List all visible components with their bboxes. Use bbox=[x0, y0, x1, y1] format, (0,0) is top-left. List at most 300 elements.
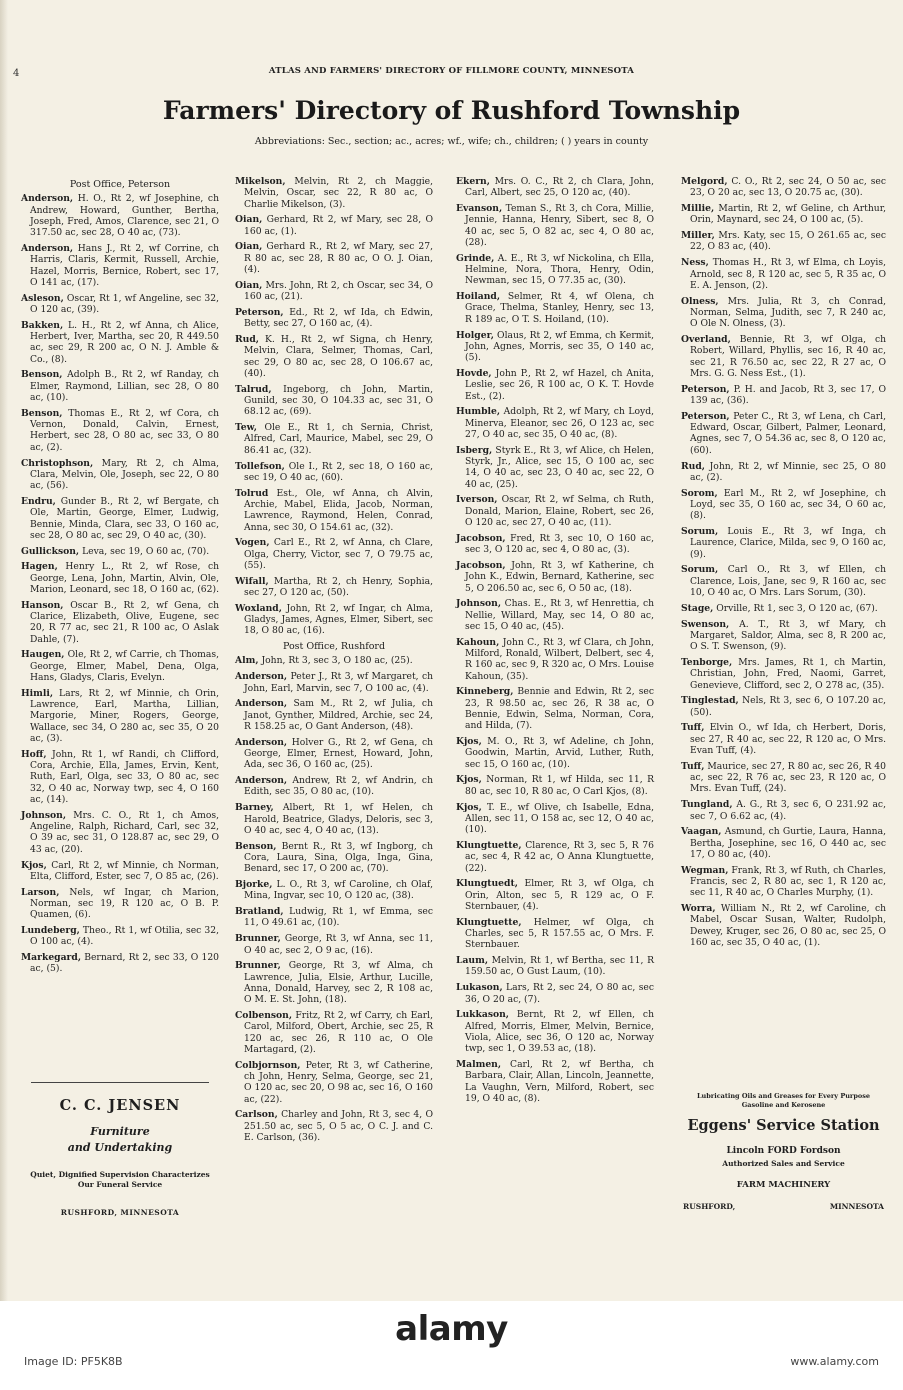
farmer-name: Asleson, bbox=[21, 292, 64, 304]
directory-entry bbox=[681, 230, 886, 253]
jensen-advertisement bbox=[21, 1082, 219, 1217]
farmer-details: Norman, Rt 1, wf Hilda, sec 11, R 80 ac, sec 10, R 80 ac, O Carl Kjos, (8). bbox=[465, 774, 654, 797]
directory-entry bbox=[681, 334, 886, 379]
farmer-name: Oian, bbox=[235, 279, 263, 291]
farmer-name: Oian, bbox=[235, 214, 263, 226]
directory-entry bbox=[235, 1060, 433, 1105]
directory-entry bbox=[456, 445, 654, 490]
ad-tagline bbox=[681, 1092, 886, 1109]
farmer-details: Thomas E., Rt 2, wf Cora, ch Vernon, Donald, Calvin, Ernest, Herbert, sec 28, O 80 ac, sec 33, O 80 ac, (2). bbox=[30, 407, 219, 453]
farmer-details: Selmer, Rt 4, wf Olena, ch Grace, Thelma, Stanley, Henry, sec 13, R 189 ac, O T. S. Hoiland, (10). bbox=[465, 291, 655, 325]
directory-entry bbox=[456, 253, 654, 287]
farmer-details: George, Rt 3, wf Alma, ch Lawrence, Julia, Elsie, Arthur, Lucille, Anna, Donald, Harvey, sec 2, R 108 ac, O M. E. St. John, (18). bbox=[244, 960, 434, 1006]
directory-entry bbox=[235, 176, 433, 210]
farmer-name: Peterson, bbox=[681, 410, 730, 422]
farmer-details: Louis E., Rt 3, wf Inga, ch Laurence, Clarice, Milda, sec 9, O 160 ac, (9). bbox=[690, 526, 886, 560]
farmer-details: Carl O., Rt 3, wf Ellen, ch Clarence, Lois, Jane, sec 9, R 160 ac, sec 10, O 40 ac, O Mrs. Lars Sorum, (30). bbox=[690, 564, 886, 598]
farmer-name: Jacobson, bbox=[456, 559, 506, 571]
farmer-name: Jacobson, bbox=[456, 532, 506, 544]
farmer-details: Martha, Rt 2, ch Henry, Sophia, sec 27, O 120 ac, (50). bbox=[244, 575, 433, 598]
directory-entry bbox=[235, 576, 433, 599]
directory-entry bbox=[681, 865, 886, 899]
farmer-name: Benson, bbox=[21, 369, 63, 381]
directory-entry bbox=[456, 1059, 654, 1104]
directory-entry bbox=[456, 774, 654, 797]
farmer-details: Ingeborg, ch John, Martin, Gunild, sec 30, O 104.33 ac, sec 31, O 68.12 ac, (69). bbox=[244, 383, 434, 418]
directory-entry bbox=[235, 214, 433, 237]
farmer-name: Peterson, bbox=[235, 306, 284, 318]
farmer-details: Oscar, Rt 1, wf Angeline, sec 32, O 120 ac, (39). bbox=[30, 292, 219, 315]
directory-column-4 bbox=[681, 176, 886, 953]
directory-entry bbox=[681, 526, 886, 560]
ad-city: RUSHFORD, bbox=[683, 1202, 736, 1211]
farmer-details: A. G., Rt 3, sec 6, O 231.92 ac, sec 7, O 6.62 ac, (4). bbox=[690, 799, 887, 822]
farmer-details: Gerhard, Rt 2, wf Mary, sec 28, O 160 ac, (1). bbox=[244, 214, 434, 237]
directory-entry bbox=[681, 488, 886, 522]
directory-entry bbox=[456, 203, 654, 248]
farmer-details: Mrs. James, Rt 1, ch Martin, Christian, John, Fred, Naomi, Garret, Genevieve, Clifford, sec 2, O 278 ac, (35). bbox=[690, 656, 886, 691]
farmer-details: Fred, Rt 3, sec 10, O 160 ac, sec 3, O 120 ac, sec 4, O 80 ac, (3). bbox=[465, 532, 654, 556]
directory-entry bbox=[456, 802, 654, 836]
farmer-details: Melvin, Rt 2, ch Maggie, Melvin, Oscar, sec 22, R 80 ac, O Charlie Mikelson, (3). bbox=[244, 176, 434, 210]
directory-entry bbox=[235, 960, 433, 1005]
farmer-name: Kjos, bbox=[456, 801, 482, 813]
farmer-name: Tollefson, bbox=[235, 460, 285, 472]
ad-line: Furniture bbox=[90, 1125, 150, 1138]
ad-authorized: Authorized Sales and Service bbox=[722, 1159, 845, 1168]
farmer-details: Thomas H., Rt 3, wf Elma, ch Loyis, Arnold, sec 8, R 120 ac, sec 5, R 35 ac, O E. A. Jenson, (2). bbox=[690, 257, 887, 291]
farmer-name: Markegard, bbox=[21, 952, 82, 964]
farmer-name: Isberg, bbox=[456, 444, 493, 456]
ad-divider bbox=[31, 1082, 209, 1083]
farmer-name: Tenborge, bbox=[681, 656, 733, 668]
farmer-details: Chas. E., Rt 3, wf Henrettia, ch Nellie, Willard, May, sec 14, O 80 ac, sec 15, O 40 ac, (45). bbox=[465, 598, 655, 632]
farmer-details: Teman S., Rt 3, ch Cora, Millie, Jennie, Hanna, Henry, Sibert, sec 8, O 40 ac, sec 5, O 82 ac, sec 4, O 80 ac, (28). bbox=[465, 203, 654, 248]
farmer-details: Holver G., Rt 2, wf Gena, ch George, Elmer, Ernest, Howard, John, Ada, sec 36, O 160 ac, (25). bbox=[244, 736, 434, 771]
farmer-name: Kahoun, bbox=[456, 636, 500, 648]
directory-entry bbox=[681, 203, 886, 226]
farmer-name: Klungtuedt, bbox=[456, 878, 518, 890]
post-office-heading: Post Office, Rushford bbox=[282, 641, 386, 653]
directory-entry bbox=[681, 722, 886, 756]
image-id: Image ID: PF5K8B bbox=[24, 1355, 123, 1368]
farmer-details: Mary, Rt 2, ch Alma, Clara, Melvin, Ole, Joseph, sec 22, O 80 ac, (56). bbox=[30, 457, 220, 492]
farmer-name: Wegman, bbox=[681, 864, 729, 876]
farmer-details: Mrs. Katy, sec 15, O 261.65 ac, sec 22, O 83 ac, (40). bbox=[690, 230, 886, 253]
farmer-name: Woxland, bbox=[235, 602, 282, 614]
farmer-name: Swenson, bbox=[681, 618, 730, 630]
farmer-details: Maurice, sec 27, R 80 ac, sec 26, R 40 ac, sec 22, R 76 ac, sec 23, R 120 ac, O Mrs. Evan Tuff, (24). bbox=[690, 760, 886, 795]
farmer-details: Nels, wf Ingar, ch Marion, Norman, sec 19, R 120 ac, O B. P. Quamen, (6). bbox=[30, 886, 220, 921]
directory-entry bbox=[681, 296, 886, 330]
directory-entry bbox=[681, 411, 886, 456]
farmer-name: Tuff, bbox=[681, 760, 705, 772]
farmer-name: Laum, bbox=[456, 955, 489, 967]
directory-entry bbox=[21, 320, 219, 365]
farmer-name: Wifall, bbox=[235, 575, 269, 587]
directory-entry bbox=[21, 925, 219, 948]
farmer-details: T. E., wf Olive, ch Isabelle, Edna, Allen, sec 11, O 158 ac, sec 12, O 40 ac, (10). bbox=[465, 801, 655, 836]
ad-tagline-2: Gasoline and Kerosene bbox=[741, 1100, 826, 1109]
farmer-details: John, Rt 3, sec 3, O 180 ac, (25). bbox=[261, 655, 413, 667]
farmer-name: Lukason, bbox=[456, 982, 503, 994]
ad-business-name: C. C. JENSEN bbox=[59, 1097, 181, 1114]
farmer-name: Malmen, bbox=[456, 1058, 502, 1070]
farmer-name: Oian, bbox=[235, 241, 263, 253]
farmer-details: Elmer, Rt 3, wf Olga, ch Orin, Alton, sec 5, R 129 ac, O F. Sternbauer, (4). bbox=[465, 878, 654, 912]
farmer-name: Christophson, bbox=[21, 457, 94, 469]
farmer-details: John, Rt 3, wf Katherine, ch John K., Edwin, Bernard, Katherine, sec 5, O 206.50 ac, sec 6, O 50 ac, (18). bbox=[465, 559, 654, 594]
directory-entry bbox=[235, 906, 433, 929]
directory-entry bbox=[21, 293, 219, 316]
directory-entry bbox=[681, 461, 886, 484]
directory-entry bbox=[681, 826, 886, 860]
farmer-name: Kjos, bbox=[456, 774, 482, 786]
ad-tagline bbox=[21, 1170, 219, 1190]
directory-entry bbox=[456, 330, 654, 364]
farmer-details: Elvin O., wf Ida, ch Herbert, Doris, sec 27, R 40 ac, sec 22, R 120 ac, O Mrs. Evan Tuff, (4). bbox=[690, 722, 887, 757]
directory-entry bbox=[235, 461, 433, 484]
directory-column-2 bbox=[235, 176, 433, 1148]
directory-entry bbox=[456, 598, 654, 632]
farmer-details: John, Rt 1, wf Randi, ch Clifford, Cora, Archie, Ella, James, Ervin, Kent, Ruth, Earl, Olga, sec 33, O 80 ac, sec 32, O 40 ac, Norway twp, sec 4, O 160 ac, (14). bbox=[30, 748, 219, 806]
farmer-details: Bernt, Rt 2, wf Ellen, ch Alfred, Morris, Elmer, Melvin, Bernice, Viola, Alice, sec 36, O 120 ac, Norway twp, sec 1, O 39.53 ac, (18). bbox=[465, 1009, 654, 1055]
directory-entry bbox=[456, 560, 654, 594]
farmer-details: L. H., Rt 2, wf Anna, ch Alice, Herbert, Iver, Martha, sec 20, R 449.50 ac, sec 29, R 200 ac, O N. J. Amble & Co., (8). bbox=[30, 319, 219, 365]
farmer-details: C. O., Rt 2, sec 24, O 50 ac, sec 23, O 20 ac, sec 13, O 20.75 ac, (30). bbox=[690, 176, 887, 199]
directory-entry bbox=[456, 533, 654, 556]
directory-entry bbox=[681, 903, 886, 948]
farmer-name: Brunner, bbox=[235, 960, 281, 972]
page-title: Farmers' Directory of Rushford Township bbox=[162, 96, 741, 125]
farmer-details: George, Rt 3, wf Anna, sec 11, O 40 ac, sec 2, O 9 ac, (16). bbox=[244, 933, 433, 956]
ad-machinery: FARM MACHINERY bbox=[736, 1180, 831, 1190]
ad-tagline-1: Quiet, Dignified Supervision Characterizes bbox=[30, 1170, 210, 1179]
farmer-details: Fritz, Rt 2, wf Carry, ch Earl, Carol, Milford, Obert, Archie, sec 25, R 120 ac, sec 26, R 110 ac, O Ole Martagard, (2). bbox=[244, 1010, 434, 1055]
directory-entry bbox=[21, 887, 219, 921]
farmer-details: Mrs. John, Rt 2, ch Oscar, sec 34, O 160 ac, (21). bbox=[244, 279, 433, 303]
farmer-name: Haugen, bbox=[21, 649, 65, 661]
directory-entry bbox=[21, 193, 219, 238]
directory-entry bbox=[235, 655, 433, 666]
farmer-name: Benson, bbox=[21, 407, 63, 419]
farmer-details: Andrew, Rt 2, wf Andrin, ch Edith, sec 35, O 80 ac, (10). bbox=[244, 775, 433, 798]
farmer-name: Anderson, bbox=[21, 242, 74, 254]
farmer-details: A. T., Rt 3, wf Mary, ch Margaret, Saldor, Alma, sec 8, R 200 ac, O S. T. Swenson, (9). bbox=[690, 618, 886, 653]
directory-entry bbox=[21, 649, 219, 683]
directory-entry bbox=[235, 537, 433, 571]
farmer-name: Ness, bbox=[681, 257, 709, 269]
farmer-details: Melvin, Rt 1, wf Bertha, sec 11, R 159.50 ac, O Gust Laum, (10). bbox=[465, 955, 655, 978]
ad-location bbox=[681, 1202, 886, 1211]
directory-entry bbox=[681, 799, 886, 822]
post-office-heading: Post Office, Peterson bbox=[69, 179, 171, 190]
directory-entry bbox=[235, 879, 433, 902]
ad-state: MINNESOTA bbox=[829, 1202, 884, 1211]
directory-entry bbox=[235, 1109, 433, 1143]
farmer-name: Hoff, bbox=[21, 748, 47, 760]
farmer-details: Nels, Rt 3, sec 6, O 107.20 ac, (50). bbox=[690, 695, 887, 718]
directory-entry bbox=[456, 494, 654, 528]
farmer-name: Evanson, bbox=[456, 203, 503, 215]
farmer-name: Melgord, bbox=[681, 176, 728, 187]
farmer-details: Ole E., Rt 1, ch Sernia, Christ, Alfred, Carl, Maurice, Mabel, sec 29, O 86.41 ac, (32). bbox=[244, 422, 433, 456]
ad-tagline-2: Our Funeral Service bbox=[77, 1180, 163, 1189]
directory-entry bbox=[681, 619, 886, 653]
farmer-name: Larson, bbox=[21, 886, 60, 898]
directory-entry bbox=[21, 749, 219, 805]
farmer-name: Brunner, bbox=[235, 933, 281, 945]
farmer-details: Clarence, Rt 3, sec 5, R 76 ac, sec 4, R 42 ac, O Anna Klungtuette, (22). bbox=[465, 839, 654, 874]
farmer-details: Martin, Rt 2, wf Geline, ch Arthur, Orin, Maynard, sec 24, O 100 ac, (5). bbox=[690, 203, 886, 226]
farmer-name: Holger, bbox=[456, 329, 494, 341]
directory-entry bbox=[235, 384, 433, 418]
directory-entry bbox=[235, 1010, 433, 1055]
farmer-details: Bennie and Edwin, Rt 2, sec 23, R 98.50 ac, sec 26, R 38 ac, O Bennie, Edwin, Selma, Norman, Cora, and Hilda, (7). bbox=[465, 686, 654, 732]
farmer-name: Anderson, bbox=[235, 736, 288, 748]
directory-entry bbox=[681, 761, 886, 795]
farmer-details: John, Rt 2, wf Minnie, sec 25, O 80 ac, (2). bbox=[690, 460, 886, 483]
ad-brands: Lincoln FORD Fordson bbox=[726, 1146, 841, 1156]
farmer-name: Iverson, bbox=[456, 494, 498, 506]
farmer-name: Colbjornson, bbox=[235, 1059, 301, 1071]
farmer-details: Charley and John, Rt 3, sec 4, O 251.50 ac, sec 5, O 5 ac, O C. J. and C. E. Carlson, (36). bbox=[244, 1109, 433, 1143]
directory-entry bbox=[21, 688, 219, 744]
directory-entry bbox=[235, 802, 433, 836]
farmer-details: Olaus, Rt 2, wf Emma, ch Kermit, John, Agnes, Morris, sec 35, O 140 ac, (5). bbox=[465, 329, 655, 364]
directory-entry bbox=[21, 600, 219, 645]
ad-line: and Undertaking bbox=[67, 1141, 173, 1154]
directory-entry bbox=[21, 810, 219, 855]
directory-entry bbox=[235, 841, 433, 875]
farmer-details: Ole, Rt 2, wf Carrie, ch Thomas, George, Elmer, Mabel, Dena, Olga, Hans, Gladys, Claris, Evelyn. bbox=[30, 649, 220, 684]
directory-entry bbox=[21, 243, 219, 288]
farmer-name: Tungland, bbox=[681, 799, 733, 811]
farmer-details: M. O., Rt 3, wf Adeline, ch John, Goodwin, Martin, Arvid, Luther, Ruth, sec 15, O 160 ac, (10). bbox=[465, 736, 654, 770]
directory-entry bbox=[456, 686, 654, 731]
farmer-details: Ole I., Rt 2, sec 18, O 160 ac, sec 19, O 40 ac, (60). bbox=[244, 460, 433, 483]
directory-entry bbox=[681, 603, 886, 614]
directory-entry bbox=[456, 917, 654, 951]
directory-entry bbox=[235, 671, 433, 694]
farmer-details: Styrk E., Rt 3, wf Alice, ch Helen, Styrk, Jr., Alice, sec 15, O 100 ac, sec 14, O 40 ac, sec 23, O 40 ac, sec 22, O 40 ac, (25). bbox=[465, 444, 654, 490]
eggens-advertisement bbox=[681, 1092, 886, 1211]
ad-business-name: Eggens' Service Station bbox=[687, 1117, 880, 1134]
farmer-details: P. H. and Jacob, Rt 3, sec 17, O 139 ac, (36). bbox=[690, 383, 887, 407]
ad-city: RUSHFORD, MINNESOTA bbox=[60, 1208, 180, 1217]
farmer-details: Gunder B., Rt 2, wf Bergate, ch Ole, Martin, George, Elmer, Ludwig, Bennie, Minda, Clara, sec 33, O 160 ac, sec 28, O 80 ac, sec 29, O 40 ac, (30). bbox=[30, 495, 219, 541]
farmer-name: Tolrud bbox=[235, 487, 269, 499]
directory-entry bbox=[681, 384, 886, 407]
directory-entry bbox=[456, 406, 654, 440]
farmer-name: Johnson, bbox=[21, 809, 67, 821]
farmer-name: Sorum, bbox=[681, 564, 719, 576]
farmer-name: Johnson, bbox=[456, 598, 502, 610]
directory-entry bbox=[21, 408, 219, 453]
farmer-name: Himli, bbox=[21, 687, 54, 699]
farmer-name: Worra, bbox=[681, 903, 716, 915]
farmer-name: Anderson, bbox=[235, 671, 288, 683]
farmer-details: Gerhard R., Rt 2, wf Mary, sec 27, R 80 ac, sec 28, R 80 ac, O O. J. Oian, (4). bbox=[244, 241, 433, 276]
farmer-details: William N., Rt 2, wf Caroline, ch Mabel, Oscar Susan, Walter, Rudolph, Dewey, Kruger, sec 26, O 80 ac, sec 25, O 160 ac, sec 35, O 40 ac, (1). bbox=[690, 903, 887, 949]
farmer-name: Anderson, bbox=[235, 775, 288, 787]
farmer-name: Rud, bbox=[681, 460, 705, 472]
farmer-name: Sorum, bbox=[681, 526, 719, 538]
farmer-name: Kinneberg, bbox=[456, 686, 514, 698]
directory-entry bbox=[681, 176, 886, 199]
farmer-name: Humble, bbox=[456, 406, 501, 418]
farmer-details: Lars, Rt 2, wf Minnie, ch Orin, Lawrence, Earl, Martha, Lillian, Margorie, Miner, Rogers, George, Wallace, sec 34, O 280 ac, sec 35, O 20 ac, (3). bbox=[30, 687, 219, 745]
directory-entry bbox=[235, 603, 433, 637]
farmer-name: Benson, bbox=[235, 840, 277, 852]
farmer-details: Mrs. O. C., Rt 2, ch Clara, John, Carl, Albert, sec 25, O 120 ac, (40). bbox=[465, 176, 655, 199]
farmer-name: Lukkason, bbox=[456, 1009, 510, 1021]
directory-entry bbox=[235, 280, 433, 303]
farmer-name: Vogen, bbox=[235, 537, 270, 549]
farmer-name: Tuff, bbox=[681, 722, 705, 734]
farmer-name: Endru, bbox=[21, 495, 56, 507]
running-title: ATLAS AND FARMERS' DIRECTORY OF FILLMORE COUNTY, MINNESOTA bbox=[268, 66, 635, 76]
farmer-name: Vaagan, bbox=[681, 826, 722, 838]
farmer-details: Peter C., Rt 3, wf Lena, ch Carl, Edward, Oscar, Gilbert, Palmer, Leonard, Agnes, sec 7, O 54.36 ac, sec 8, O 120 ac, (60). bbox=[690, 410, 887, 456]
farmer-name: Kjos, bbox=[21, 859, 47, 871]
directory-entry bbox=[235, 698, 433, 732]
farmer-details: Sam M., Rt 2, wf Julia, ch Janot, Gynther, Mildred, Archie, sec 24, R 158.25 ac, O Gant Anderson, (48). bbox=[244, 698, 433, 732]
directory-entry bbox=[235, 241, 433, 275]
directory-entry bbox=[235, 933, 433, 956]
farmer-name: Gullickson, bbox=[21, 545, 80, 557]
directory-entry bbox=[21, 952, 219, 975]
farmer-name: Kjos, bbox=[456, 736, 482, 748]
directory-entry bbox=[21, 561, 219, 595]
farmer-details: Mrs. Julia, Rt 3, ch Conrad, Norman, Selma, Judith, sec 7, R 240 ac, O Ole N. Olness, (3). bbox=[690, 295, 887, 330]
directory-column-3 bbox=[456, 176, 654, 1109]
farmer-details: L. O., Rt 3, wf Caroline, ch Olaf, Mina, Ingvar, sec 10, O 120 ac, (38). bbox=[244, 879, 433, 902]
farmer-details: Earl M., Rt 2, wf Josephine, ch Loyd, sec 35, O 160 ac, sec 34, O 60 ac, (8). bbox=[690, 487, 886, 522]
directory-entry bbox=[681, 564, 886, 598]
farmer-details: Peter J., Rt 3, wf Margaret, ch John, Earl, Marvin, sec 7, O 100 ac, (4). bbox=[244, 671, 434, 694]
farmer-details: Est., Ole, wf Anna, ch Alvin, Archie, Mabel, Elida, Jacob, Norman, Lawrence, Raymond, Helen, Conrad, Anna, sec 30, O 154.61 ac, (32). bbox=[244, 487, 434, 533]
farmer-name: Bratland, bbox=[235, 906, 284, 918]
farmer-name: Miller, bbox=[681, 230, 715, 242]
page-number: 4 bbox=[13, 68, 20, 79]
page-edge-shadow bbox=[0, 0, 8, 1301]
farmer-name: Barney, bbox=[235, 802, 274, 814]
directory-entry bbox=[456, 878, 654, 912]
farmer-details: Adolph, Rt 2, wf Mary, ch Loyd, Minerva, Eleanor, sec 26, O 123 ac, sec 27, O 40 ac, sec 35, O 40 ac, (8). bbox=[465, 406, 654, 440]
farmer-name: Ekern, bbox=[456, 176, 490, 187]
farmer-name: Olness, bbox=[681, 295, 719, 307]
farmer-details: A. E., Rt 3, wf Nickolina, ch Ella, Helmine, Nora, Thora, Henry, Odin, Newman, sec 15, O 77.35 ac, (30). bbox=[465, 252, 654, 287]
farmer-details: Orville, Rt 1, sec 3, O 120 ac, (67). bbox=[716, 602, 878, 614]
farmer-details: K. H., Rt 2, wf Signa, ch Henry, Melvin, Clara, Selmer, Thomas, Carl, sec 29, O 80 ac, sec 28, O 106.67 ac, (40). bbox=[244, 334, 434, 379]
farmer-name: Talrud, bbox=[235, 383, 272, 395]
farmer-name: Sorom, bbox=[681, 487, 718, 499]
directory-entry bbox=[235, 775, 433, 798]
directory-entry bbox=[21, 860, 219, 883]
farmer-name: Anderson, bbox=[235, 698, 288, 710]
farmer-name: Hanson, bbox=[21, 599, 64, 611]
farmer-details: Lars, Rt 2, sec 24, O 80 ac, sec 36, O 20 ac, (7). bbox=[465, 982, 655, 1005]
farmer-details: Oscar, Rt 2, wf Selma, ch Ruth, Donald, Marion, Elaine, Robert, sec 26, O 120 ac, sec 27, O 40 ac, (11). bbox=[465, 494, 655, 529]
directory-entry bbox=[456, 368, 654, 402]
farmer-name: Overland, bbox=[681, 334, 731, 346]
farmer-name: Hoiland, bbox=[456, 291, 501, 303]
ad-tagline-1: Lubricating Oils and Greases for Every Purpose bbox=[696, 1092, 871, 1100]
farmer-details: Leva, sec 19, O 60 ac, (70). bbox=[82, 545, 210, 557]
farmer-name: Stage, bbox=[681, 602, 714, 614]
directory-entry bbox=[235, 488, 433, 533]
farmer-details: Bennie, Rt 3, wf Olga, ch Robert, Willard, Phyllis, sec 16, R 40 ac, sec 21, R 76.50 ac, sec 22, R 27 ac, O Mrs. G. G. Ness Est., (1). bbox=[690, 334, 887, 379]
farmer-details: Bernt R., Rt 3, wf Ingborg, ch Cora, Laura, Sina, Olga, Inga, Gina, Benard, sec 17, O 200 ac, (70). bbox=[244, 840, 433, 875]
farmer-name: Tew, bbox=[235, 422, 257, 434]
farmer-name: Lundeberg, bbox=[21, 925, 80, 937]
directory-entry bbox=[456, 176, 654, 199]
directory-column-1 bbox=[21, 176, 219, 979]
farmer-name: Mikelson, bbox=[235, 176, 286, 187]
farmer-details: John P., Rt 2, wf Hazel, ch Anita, Leslie, sec 26, R 100 ac, O K. T. Hovde Est., (2). bbox=[465, 367, 655, 402]
farmer-details: Carl E., Rt 2, wf Anna, ch Clare, Olga, Cherry, Victor, sec 7, O 79.75 ac, (55). bbox=[244, 537, 434, 571]
directory-entry bbox=[456, 982, 654, 1005]
directory-entry bbox=[681, 657, 886, 691]
farmer-details: Adolph B., Rt 2, wf Randay, ch Elmer, Raymond, Lillian, sec 28, O 80 ac, (10). bbox=[30, 369, 220, 404]
farmer-name: Rud, bbox=[235, 334, 259, 346]
abbreviations-line: Abbreviations: Sec., section; ac., acres; wf., wife; ch., children; ( ) years in county bbox=[254, 136, 649, 147]
directory-entry bbox=[21, 458, 219, 492]
farmer-details: John, Rt 2, wf Ingar, ch Alma, Gladys, James, Agnes, Elmer, Sibert, sec 18, O 80 ac, (16). bbox=[244, 602, 434, 637]
farmer-name: Colbenson, bbox=[235, 1010, 293, 1021]
farmer-details: Frank, Rt 3, wf Ruth, ch Charles, Francis, sec 2, R 80 ac, sec 1, R 120 ac, sec 11, R 40 ac, O Charles Murphy, (1). bbox=[690, 864, 886, 899]
directory-entry bbox=[456, 840, 654, 874]
farmer-name: Alm, bbox=[235, 655, 259, 667]
directory-entry bbox=[456, 637, 654, 682]
farmer-details: Albert, Rt 1, wf Helen, ch Harold, Beatrice, Gladys, Deloris, sec 3, O 40 ac, sec 4, O 40 ac, (13). bbox=[244, 802, 433, 836]
farmer-name: Klungtuette, bbox=[456, 916, 522, 928]
stock-logo: alamy bbox=[395, 1309, 508, 1349]
directory-entry bbox=[456, 1009, 654, 1054]
farmer-name: Hovde, bbox=[456, 367, 492, 379]
farmer-name: Grinde, bbox=[456, 252, 495, 264]
directory-entry bbox=[235, 737, 433, 771]
farmer-details: Asmund, ch Gurtie, Laura, Hanna, Bertha, Josephine, sec 16, O 440 ac, sec 17, O 80 ac, (40). bbox=[690, 826, 886, 860]
farmer-name: Tinglestad, bbox=[681, 695, 739, 707]
directory-entry bbox=[456, 736, 654, 770]
farmer-name: Bjorke, bbox=[235, 879, 273, 891]
directory-entry bbox=[235, 307, 433, 330]
directory-entry bbox=[21, 369, 219, 403]
farmer-details: Theo., Rt 1, wf Otilia, sec 32, O 100 ac, (4). bbox=[30, 925, 220, 948]
farmer-details: Mrs. C. O., Rt 1, ch Amos, Angeline, Ralph, Richard, Carl, sec 32, O 39 ac, sec 31, O 128.87 ac, sec 29, O 43 ac, (20). bbox=[30, 809, 219, 855]
directory-entry bbox=[456, 291, 654, 325]
farmer-name: Peterson, bbox=[681, 383, 730, 395]
directory-entry bbox=[681, 257, 886, 291]
farmer-name: Carlson, bbox=[235, 1109, 278, 1121]
directory-entry bbox=[21, 496, 219, 541]
directory-entry bbox=[21, 546, 219, 557]
farmer-details: H. O., Rt 2, wf Josephine, ch Andrew, Howard, Gunther, Bertha, Joseph, Fred, Amos, Clarence, sec 21, O 317.50 ac, sec 28, O 40 ac, (73). bbox=[30, 193, 219, 239]
farmer-name: Anderson, bbox=[21, 193, 74, 205]
directory-entry bbox=[235, 422, 433, 456]
farmer-name: Millie, bbox=[681, 203, 715, 215]
farmer-details: Ed., Rt 2, wf Ida, ch Edwin, Betty, sec 27, O 160 ac, (4). bbox=[244, 306, 434, 330]
farmer-details: Peter, Rt 3, wf Catherine, ch John, Henry, Selma, George, sec 21, O 120 ac, sec 20, O 98 ac, sec 16, O 160 ac, (22). bbox=[244, 1059, 434, 1105]
directory-entry bbox=[456, 955, 654, 978]
directory-entry bbox=[235, 334, 433, 379]
stock-url: www.alamy.com bbox=[790, 1355, 879, 1368]
farmer-details: Oscar B., Rt 2, wf Gena, ch Clarice, Elizabeth, Olive, Eugene, sec 20, R 77 ac, sec 21, R 100 ac, O Aslak Dahle, (7). bbox=[30, 599, 220, 645]
directory-entry bbox=[681, 695, 886, 718]
farmer-name: Klungtuette, bbox=[456, 839, 522, 851]
